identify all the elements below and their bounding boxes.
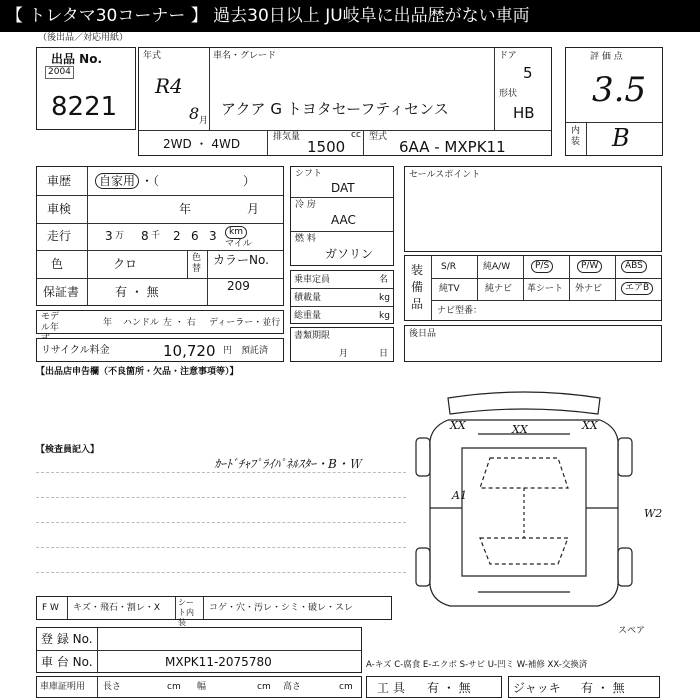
wheel-front-left — [416, 438, 430, 476]
capacity-label: 乗車定員 — [294, 275, 331, 285]
recycle-deposit: 預託済 — [241, 346, 269, 356]
wheel-rear-left — [416, 548, 430, 586]
jack-box — [508, 676, 660, 698]
fw-label: F W — [42, 603, 59, 613]
certificate-cm-3: cm — [339, 682, 353, 692]
model-name-value: アクア G トヨタセーフティセンス — [221, 100, 449, 118]
model-name-label: 車名・グレード — [213, 51, 277, 61]
damage-legend: A-キズ C-腐食 E-エクボ S-サビ U-凹ミ W-補修 XX-交換済 — [366, 660, 588, 670]
certificate-row — [36, 676, 362, 698]
tools-box — [366, 676, 502, 698]
spec-box — [290, 166, 394, 266]
history-paren: ・（ ） — [141, 174, 256, 188]
mileage-hyaku: 2 — [173, 229, 181, 243]
banner: 【 トレタマ30コーナー 】 過去30日以上 JU岐阜に出品歴がない車両 — [0, 0, 700, 32]
score-value: 3.5 — [592, 70, 647, 110]
chassis-label: 車 台 No. — [41, 655, 93, 669]
late-docs-box — [404, 325, 662, 362]
recycle-unit: 円 — [223, 346, 233, 356]
inspector-title: 【検査員記入】 — [36, 445, 100, 455]
fuel-label: 燃 料 — [295, 234, 316, 244]
seat-items: コゲ・穴・汚レ・シミ・破レ・スレ — [209, 603, 354, 613]
displacement-value: 1500 — [307, 138, 346, 156]
model-year-handle: ハンドル — [123, 318, 160, 328]
equip-pw: P/W — [577, 260, 602, 273]
certificate-cm-2: cm — [257, 682, 271, 692]
certificate-width: 幅 — [197, 682, 207, 692]
late-docs-label: 後日品 — [409, 329, 437, 339]
weight-box — [290, 270, 394, 324]
load-unit: kg — [379, 293, 390, 303]
doc-expiry-label: 書類期限 — [294, 331, 331, 341]
equip-ext-navi: 外ナビ — [575, 284, 603, 294]
body-type-label: 形状 — [499, 89, 518, 99]
mileage-ju: 6 — [191, 229, 199, 243]
mileage-man-unit: 万 — [115, 231, 125, 241]
seat-label: シート内装 — [178, 598, 194, 627]
doc-expiry-day: 日 — [379, 349, 389, 359]
doc-expiry-box — [290, 327, 394, 362]
chassis-value: MXPK11-2075780 — [165, 655, 272, 669]
inspection-year: 年 — [179, 202, 192, 216]
lot-label: 出品 No. — [51, 52, 103, 66]
rear-window-outline — [480, 538, 568, 564]
mileage-km: km — [225, 226, 247, 239]
inspector-note: ｶｰﾄﾞﾁｬﾌﾟﾗｲﾊﾟﾈﾙｽﾀｰ・B・Ｗ — [214, 457, 361, 471]
mileage-ichi: 3 — [209, 229, 217, 243]
gross-label: 総重量 — [294, 311, 322, 321]
year-era: R4 — [155, 74, 183, 98]
model-year-dealer: ディーラー・並行 — [209, 318, 281, 328]
model-year-year: 年 — [103, 318, 113, 328]
certificate-label: 車庫証明用 — [40, 682, 86, 692]
info-table — [36, 166, 284, 306]
ac-label: 冷 房 — [295, 200, 316, 210]
doors-label: ドア — [499, 51, 517, 61]
jack-value: 有 ・ 無 — [581, 681, 625, 695]
subheader: （後出品／対応用紙） — [38, 33, 129, 43]
registration-label: 登 録 No. — [41, 632, 93, 646]
history-value: 自家用 — [95, 173, 139, 189]
score-label: 評 価 点 — [590, 52, 623, 62]
history-label: 車歴 — [47, 174, 72, 188]
tools-label: 工 具 — [377, 681, 405, 695]
sales-point-box — [404, 166, 662, 252]
recycle-label: リサイクル料金 — [41, 345, 110, 356]
mileage-label: 走行 — [47, 229, 72, 243]
displacement-unit: cc — [351, 130, 361, 140]
mark-left-door: A1 — [452, 489, 467, 502]
type-code-label: 型式 — [369, 132, 388, 142]
recycle-value: 10,720 — [163, 342, 216, 360]
roof-outline — [448, 392, 600, 414]
mark-front-right: XX — [582, 419, 598, 432]
mark-front-left: XX — [450, 419, 466, 432]
inspection-label: 車検 — [47, 202, 72, 216]
displacement-label: 排気量 — [273, 132, 301, 142]
shift-label: シフト — [295, 169, 323, 179]
fw-row — [36, 596, 392, 627]
registration-table — [36, 627, 362, 673]
lot-box — [36, 47, 136, 130]
gross-unit: kg — [379, 311, 390, 321]
certificate-cm-1: cm — [167, 682, 181, 692]
model-year-label: モデル年 — [41, 312, 60, 333]
fuel-value: ガソリン — [325, 247, 374, 261]
spare-label: スペア — [618, 626, 646, 636]
equipment-box — [404, 255, 662, 321]
wheel-front-right — [618, 438, 632, 476]
warranty-label: 保証書 — [43, 285, 80, 299]
mileage-mile: マイル — [225, 239, 252, 249]
equipment-label: 装備品 — [411, 263, 424, 311]
color-change-label: 色替 — [192, 253, 202, 274]
drive-value: 2WD ・ 4WD — [163, 137, 241, 151]
equip-tv: 純TV — [439, 284, 460, 294]
inspection-month: 月 — [247, 202, 260, 216]
fw-items: キズ・飛石・割レ・X — [73, 603, 160, 613]
color-value: クロ — [113, 257, 138, 271]
equip-navi: 純ナビ — [485, 284, 513, 294]
mileage-sen: 8 — [141, 229, 149, 243]
year-month-unit: 月 — [199, 116, 209, 126]
notes-title: 【出品店申告欄（不良箇所・欠品・注意事項等）】 — [36, 367, 239, 377]
certificate-height: 高さ — [283, 682, 302, 692]
score-box — [565, 47, 663, 156]
load-label: 積載量 — [294, 293, 322, 303]
lot-number: 8221 — [51, 92, 118, 122]
color-no-label: カラーNo. — [213, 253, 269, 267]
capacity-unit: 名 — [379, 275, 389, 285]
interior-value: B — [612, 124, 630, 152]
year-label: 年式 — [143, 51, 162, 61]
type-code-value: 6AA - MXPK11 — [399, 138, 506, 156]
equip-leather: 革シート — [527, 284, 564, 294]
windshield-outline — [480, 458, 568, 488]
model-year-lr: 左 ・ 右 — [163, 318, 196, 328]
mileage-sen-unit: 千 — [151, 231, 161, 241]
warranty-value: 有 ・ 無 — [115, 285, 159, 299]
color-no: 209 — [227, 279, 250, 293]
equip-airbag: エアB — [621, 282, 653, 295]
equip-ps: P/S — [531, 260, 553, 273]
doors-value: 5 — [523, 64, 533, 82]
mark-right-rear: W2 — [644, 507, 663, 520]
mileage-man: 3 — [105, 229, 113, 243]
ac-value: AAC — [331, 213, 356, 227]
tools-value: 有 ・ 無 — [427, 681, 471, 695]
equip-abs: ABS — [621, 260, 647, 273]
equip-sr: S/R — [441, 262, 456, 272]
interior-label: 内装 — [571, 126, 581, 147]
body-type-value: HB — [513, 104, 535, 122]
vehicle-main-box — [138, 47, 552, 156]
doc-expiry-month: 月 — [339, 349, 349, 359]
wheel-rear-right — [618, 548, 632, 586]
certificate-length: 長さ — [103, 682, 122, 692]
navi-model-label: ナビ型番： — [437, 306, 483, 316]
recycle-row — [36, 338, 284, 362]
sales-point-label: セールスポイント — [409, 170, 481, 180]
lot-stamp: 2004 — [45, 66, 74, 79]
equip-aw: 純A/W — [483, 262, 511, 272]
model-year-row — [36, 310, 284, 334]
jack-label: ジャッキ — [513, 681, 561, 695]
color-label: 色 — [51, 257, 64, 271]
shift-value: DAT — [331, 181, 355, 195]
mark-front-center: XX — [512, 423, 528, 436]
year-month: 8 — [189, 104, 200, 123]
